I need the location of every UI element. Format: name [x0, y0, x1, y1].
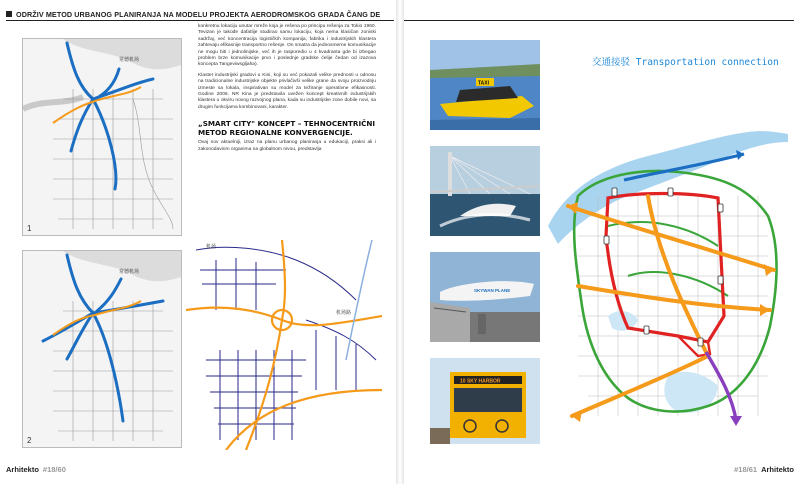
page-header: [6, 8, 386, 20]
footer-brand-left: Arhitekto: [6, 464, 39, 474]
paragraph-1: konkretnu lokaciju unutar mreže koja je rešena po principu rešenja za Tokio 1960. Tevizan je takođe dafatlije studirao samu lokaciju, koja nema klasičan zoniski sadržaj, već koncentracija logističkih kompanija, fabrika i industrijskih klastera zahtevaju efikasnije transportno rešenje. On smatra da jednosmerne komunikacije ne mogu biti i jednolinijske, već ih je rasporedio u 4 kvadranta gde bi izbegao problem brze komunikacije prvo i poslednje gradske ćelije čedan od izazova koncepta Tangeviwsgljaha).: [198, 24, 376, 68]
section-subhead: „SMART CITY" KONCEPT – TEHNOCENTRIČNI METOD REGIONALNE KONVERGENCIJE.: [198, 119, 376, 138]
photo-taxi-sign: TAXI: [478, 80, 490, 87]
header-rule-right: [404, 20, 794, 21]
map-3-label-c: 机场路: [336, 310, 352, 316]
map-3-drawing: [186, 240, 382, 450]
header-rule: [6, 20, 394, 21]
transport-title-cn: 交通接驳: [592, 57, 631, 68]
photo-bus-sign: 10 SKY HARBOR: [460, 378, 501, 385]
photo-water-taxi-drawing: [430, 40, 540, 130]
footer-page-right: #18/61: [734, 464, 758, 474]
page-gutter: [396, 0, 404, 484]
photo-water-taxi: [430, 40, 540, 130]
map-3-label-a: 机场: [206, 244, 217, 250]
left-page: [0, 0, 396, 484]
transport-title: [592, 54, 779, 68]
transport-map-drawing: [548, 76, 788, 440]
map-2: [22, 250, 182, 448]
header-title: ODRŽIV METOD URBANOG PLANIRANJA NA MODELU PROJEKTA AERODROMSKOG GRADA ČANG DE: [16, 9, 381, 19]
body-text-column: [198, 24, 376, 157]
header-square-icon: [6, 11, 12, 17]
left-footer: [6, 462, 66, 476]
paragraph-3: Ovaj nov aktuelniji, izraz na planu urbanog planiranja u edukaciji, praksi ali i zakonodavnim organima na globalnom nivou, predstavlja: [198, 140, 376, 152]
photo-plane-sign: SKYWAN PLANE: [474, 288, 511, 293]
map-1-drawing: [23, 39, 181, 235]
map-2-drawing: [23, 251, 181, 447]
map-1-label: 常德机场: [119, 57, 140, 63]
photo-airplane-drawing: [430, 252, 540, 342]
photo-speedboat: [430, 146, 540, 236]
footer-brand-right: Arhitekto: [761, 464, 794, 474]
map-2-number: 2: [27, 436, 32, 445]
map-2-label: 常德机场: [119, 269, 140, 275]
map-1: [22, 38, 182, 236]
paragraph-2: Klaster industrijski gradovi u Kini, koji su već pokazali velike prednosti u odnosu na tradicionalne industrijske objekte privlačivši velike grane da svoju proizvodnju izmeste sa lokala, inspirativan su model za težiranje operativne efikasnosti. Godine 2006. NR Kina je predstavila uvežen koncept kreativnih industrijskih klastera u okviru novog razvojnog plana, kada su industrijske zone dobile novi, sa drugim funkcijama kombinovani, karakter.: [198, 72, 376, 110]
photo-bus: [430, 358, 540, 444]
map-1-number: 1: [27, 224, 32, 233]
right-footer: [734, 462, 794, 476]
map-3: [186, 240, 382, 450]
transport-title-en: Transportation connection: [635, 57, 779, 68]
transport-map: [548, 76, 788, 440]
footer-page-left: #18/60: [42, 464, 66, 474]
right-page: [404, 0, 800, 484]
photo-bus-drawing: [430, 358, 540, 444]
photo-airplane: [430, 252, 540, 342]
photo-speedboat-drawing: [430, 146, 540, 236]
